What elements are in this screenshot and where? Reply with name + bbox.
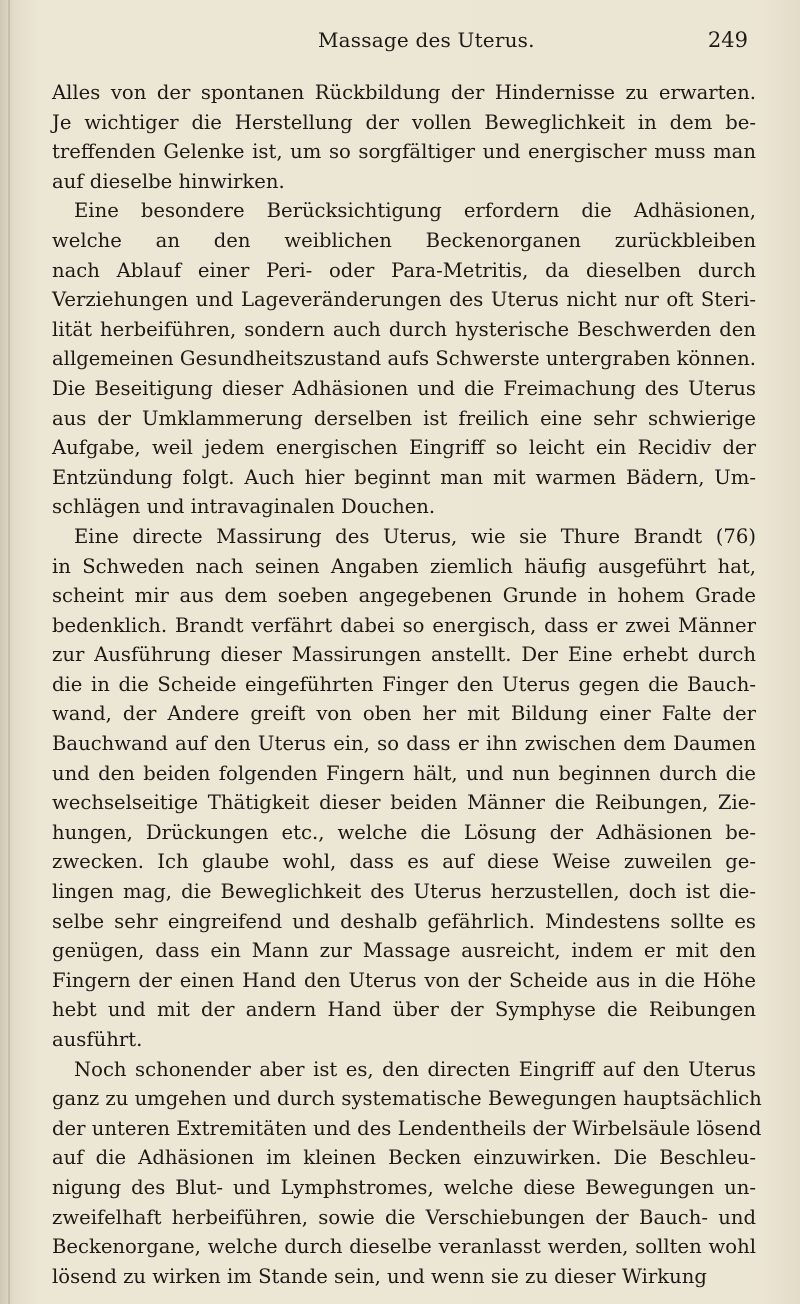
text-line: zwecken. Ich glaube wohl, dass es auf diese Weise zuweilen ge- [52,850,756,874]
text-line: die in die Scheide eingeführten Finger den Uterus gegen die Bauch- [52,672,756,696]
text-line: Alles von der spontanen Rückbildung der Hindernisse zu erwarten. [52,81,756,104]
text-line: Verziehungen und Lageveränderungen des Uterus nicht nur oft Steri- [52,288,756,312]
page-number: 249 [707,28,748,52]
text-line: genügen, dass ein Mann zur Massage ausreicht, indem er mit den [52,939,756,963]
text-line: welche an den weiblichen Beckenorganen zurückbleiben [52,228,756,252]
text-line: lösend zu wirken im Stande sein, und wenn sie zu dieser Wirkung [52,1264,707,1288]
text-line: hebt und mit der andern Hand über der Symphyse die Reibungen [52,998,756,1022]
text-line: Bauchwand auf den Uterus ein, so dass er ihn zwischen dem Daumen [52,732,756,756]
text-line: und den beiden folgenden Fingern hält, und nun beginnen durch die [52,761,756,785]
text-line: Fingern der einen Hand den Uterus von der Scheide aus in die Höhe [52,968,756,992]
text-line: allgemeinen Gesundheitszustand aufs Schwerste untergraben können. [52,347,756,371]
text-line: Je wichtiger die Herstellung der vollen Beweglichkeit in dem be- [52,110,756,134]
text-line: hungen, Drückungen etc., welche die Lösung der Adhäsionen be- [52,820,756,844]
text-line: Aufgabe, weil jedem energischen Eingriff so leicht ein Recidiv der [52,436,756,460]
text-line: wechselseitige Thätigkeit dieser beiden Männer die Reibungen, Zie- [52,791,756,815]
text-line: Eine besondere Berücksichtigung erfordern die Adhäsionen, [74,199,756,223]
text-line: ganz zu umgehen und durch systematische Bewegungen hauptsächlich [52,1087,762,1111]
text-line: der unteren Extremitäten und des Lendentheils der Wirbelsäule lösend [52,1116,762,1140]
page-gutter [8,0,10,1304]
text-line: zur Ausführung dieser Massirungen anstellt. Der Eine erhebt durch [52,643,756,667]
running-title: Massage des Uterus. [318,28,535,52]
text-line: nigung des Blut- und Lymphstromes, welche diese Bewegungen un- [52,1175,756,1199]
text-line: selbe sehr eingreifend und deshalb gefährlich. Mindestens sollte es [52,909,756,933]
text-line: zweifelhaft herbeiführen, sowie die Verschiebungen der Bauch- und [52,1205,756,1229]
text-line: lität herbeiführen, sondern auch durch hysterische Beschwerden den [52,317,756,341]
text-line: in Schweden nach seinen Angaben ziemlich häufig ausgeführt hat, [52,554,756,578]
text-line: nach Ablauf einer Peri- oder Para-Metritis, da dieselben durch [52,258,756,282]
text-line: Entzündung folgt. Auch hier beginnt man mit warmen Bädern, Um- [52,465,756,489]
text-line: wand, der Andere greift von oben her mit Bildung einer Falte der [52,702,756,726]
text-line: schlägen und intravaginalen Douchen. [52,495,436,519]
text-line: Noch schonender aber ist es, den directen Eingriff auf den Uterus [74,1057,756,1081]
text-line: ausführt. [52,1028,143,1051]
text-line: treffenden Gelenke ist, um so sorgfältiger und energischer muss man [52,140,756,164]
text-line: Beckenorgane, welche durch dieselbe veranlasst werden, sollten wohl [52,1235,756,1259]
text-line: scheint mir aus dem soeben angegebenen Grunde in hohem Grade [52,584,756,608]
page-header [0,28,800,58]
text-line: Eine directe Massirung des Uterus, wie sie Thure Brandt (76) [74,524,756,548]
text-line: Die Beseitigung dieser Adhäsionen und die Freimachung des Uterus [52,376,756,400]
text-line: auf die Adhäsionen im kleinen Becken einzuwirken. Die Beschleu- [52,1146,756,1170]
text-line: aus der Umklammerung derselben ist freilich eine sehr schwierige [52,406,756,430]
text-line: auf dieselbe hinwirken. [52,169,285,193]
text-line: lingen mag, die Beweglichkeit des Uterus herzustellen, doch ist die- [52,880,756,904]
body-text [52,78,762,1291]
text-line: bedenklich. Brandt verfährt dabei so energisch, dass er zwei Männer [52,613,756,637]
